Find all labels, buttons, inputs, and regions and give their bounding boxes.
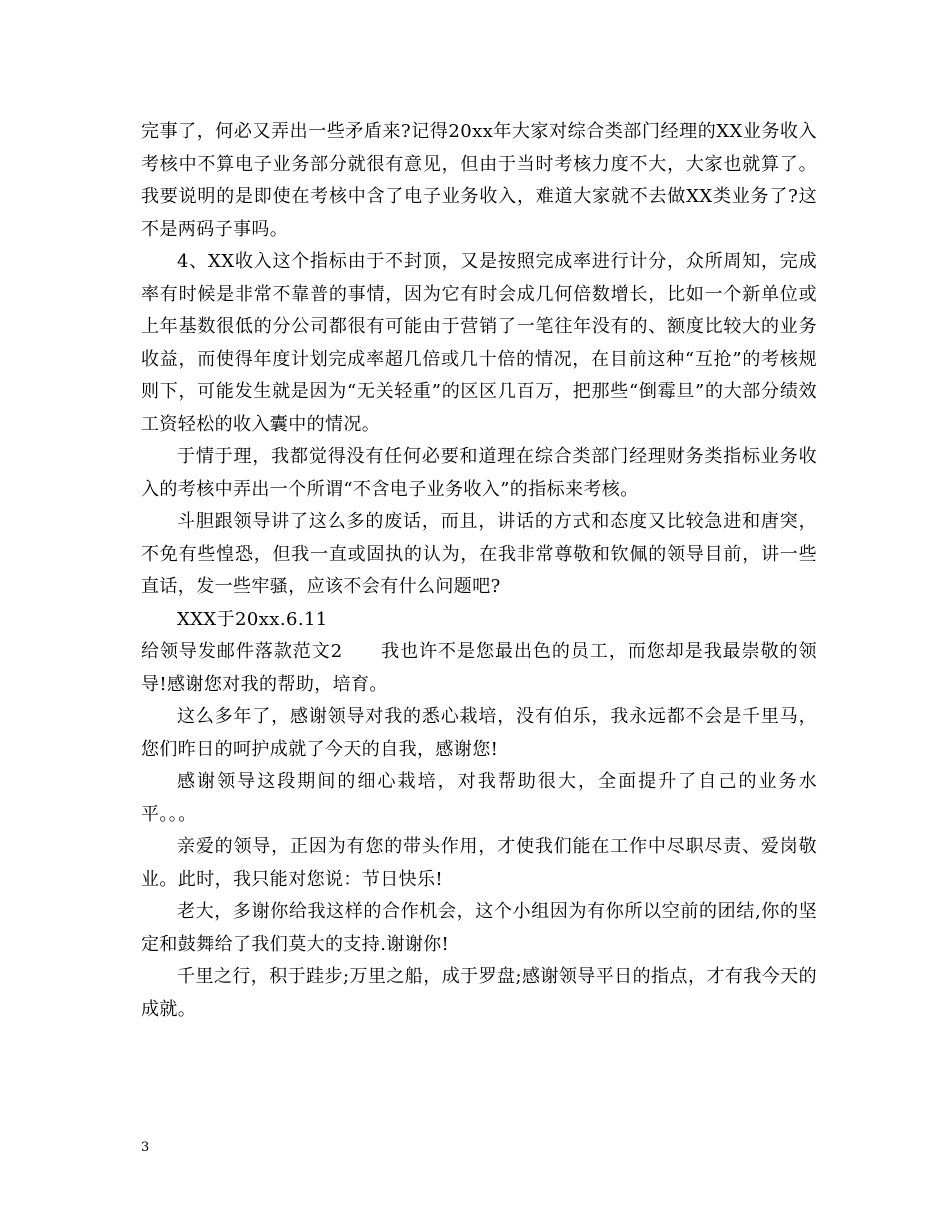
- document-body: [141, 116, 817, 1026]
- paragraph: 完事了，何必又弄出一些矛盾来?记得20xx年大家对综合类部门经理的XX业务收入考核中不算电子业务部分就很有意见，但由于当时考核力度不大，大家也就算了。我要说明的是即使在考核中含了电子业务收入，难道大家就不去做XX类业务了?这不是两码子事吗。: [141, 121, 817, 240]
- page-number: 3: [141, 1140, 150, 1155]
- paragraph: 千里之行，积于跬步;万里之船，成于罗盘;感谢领导平日的指点，才有我今天的成就。: [141, 966, 817, 1020]
- signature-line: XXX于20xx.6.11: [177, 608, 328, 630]
- paragraph: 这么多年了，感谢领导对我的悉心栽培，没有伯乐，我永远都不会是千里马，您们昨日的呵护成就了今天的自我，感谢您!: [141, 706, 817, 760]
- paragraph: 感谢领导这段期间的细心栽培，对我帮助很大，全面提升了自己的业务水平。。。: [141, 771, 817, 825]
- paragraph: 老大，多谢你给我这样的合作机会，这个小组因为有你所以空前的团结,你的坚定和鼓舞给了我们莫大的支持.谢谢你!: [141, 901, 817, 955]
- paragraph: 亲爱的领导，正因为有您的带头作用，才使我们能在工作中尽职尽责、爱岗敬业。此时，我只能对您说：节日快乐!: [141, 836, 817, 890]
- paragraph: 于情于理，我都觉得没有任何必要和道理在综合类部门经理财务类指标业务收入的考核中弄出一个所谓“不含电子业务收入”的指标来考核。: [141, 446, 817, 500]
- section-heading-paragraph: 给领导发邮件落款范文2 我也许不是您最出色的员工，而您却是我最崇敬的领导!感谢您对我的帮助，培育。: [141, 641, 817, 695]
- paragraph: 4、XX收入这个指标由于不封顶，又是按照完成率进行计分，众所周知，完成率有时候是非常不靠普的事情，因为它有时会成几何倍数增长，比如一个新单位或上年基数很低的分公司都很有可能由于营销了一笔往年没有的、额度比较大的业务收益，而使得年度计划完成率超几倍或几十倍的情况，在目前这种“互抢”的考核规则下，可能发生就是因为“无关轻重”的区区几百万，把那些“倒霉旦”的大部分绩效工资轻松的收入囊中的情况。: [141, 251, 817, 435]
- paragraph: 斗胆跟领导讲了这么多的废话，而且，讲话的方式和态度又比较急进和唐突，不免有些惶恐，但我一直或固执的认为，在我非常尊敬和钦佩的领导目前，讲一些直话，发一些牢骚，应该不会有什么问题吧?: [141, 511, 817, 597]
